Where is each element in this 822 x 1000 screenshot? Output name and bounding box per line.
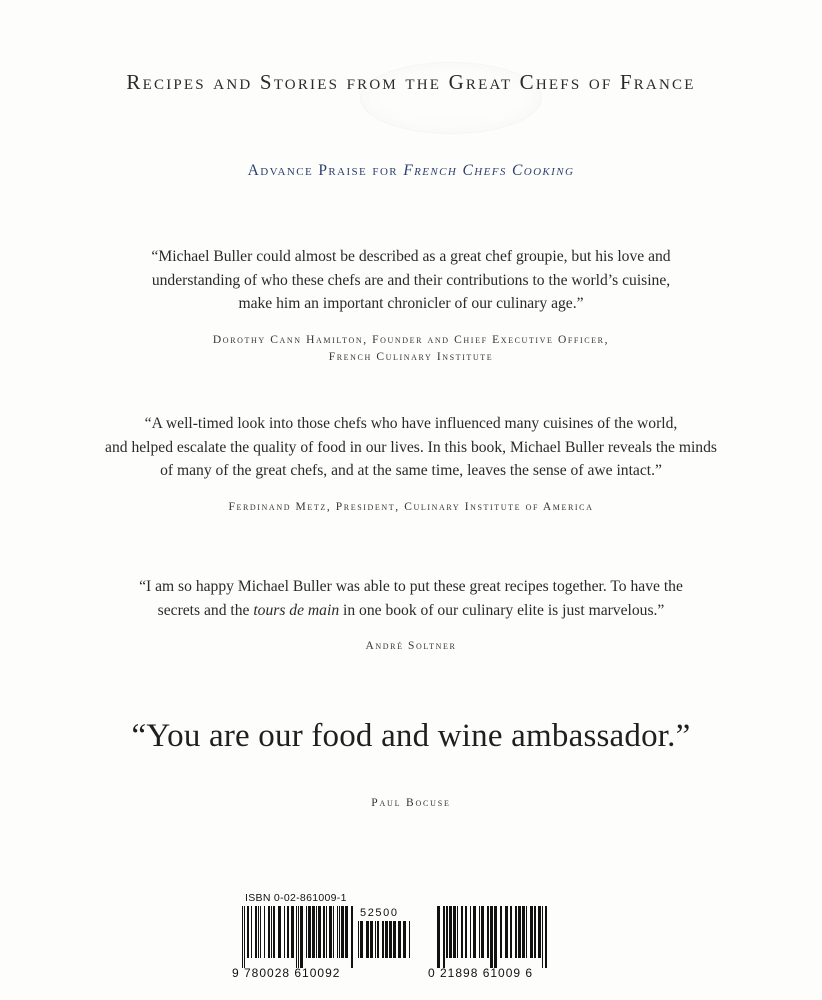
quote-line-segment: secrets and the xyxy=(157,601,254,619)
barcode-bar xyxy=(389,921,392,958)
barcode-bar xyxy=(522,906,525,958)
barcode-bar xyxy=(351,906,353,968)
barcode-bar xyxy=(518,906,521,958)
testimonial-quote xyxy=(0,575,822,655)
barcode-bar xyxy=(308,906,311,958)
quote-line: “Michael Buller could almost be described as a great chef groupie, but his love and xyxy=(151,248,671,265)
barcode-bar xyxy=(377,921,379,958)
barcode-bar xyxy=(538,906,541,958)
barcode-bar xyxy=(473,906,476,958)
barcode-bar xyxy=(316,906,317,958)
barcode-bar xyxy=(333,906,334,958)
attribution-line: French Culinary Institute xyxy=(328,350,494,363)
barcode-bar xyxy=(251,906,252,958)
barcode-bar xyxy=(339,906,340,958)
quote-line: understanding of who these chefs are and their contributions to the world’s cuisine, xyxy=(151,271,671,289)
barcode-bar xyxy=(345,906,348,958)
barcode-bar xyxy=(470,906,471,958)
barcode-bar xyxy=(323,906,325,958)
barcode-bar xyxy=(403,921,406,958)
price-addon-barcode-icon xyxy=(358,921,410,968)
barcode-bar xyxy=(329,906,332,958)
quote-line: “A well-timed look into those chefs who have influenced many cuisines of the world, xyxy=(144,415,678,432)
barcode-bar xyxy=(358,921,359,958)
barcode-bar xyxy=(437,906,440,968)
barcode-bar xyxy=(457,906,458,958)
quote-text xyxy=(0,245,822,316)
barcode-bar xyxy=(318,906,321,958)
testimonial-quote xyxy=(0,245,822,366)
barcode-bar xyxy=(268,906,270,958)
barcode-bar xyxy=(366,921,369,958)
barcode-bar xyxy=(258,906,259,958)
barcode-bar xyxy=(449,906,452,958)
quote-text xyxy=(0,575,822,622)
barcode-bar xyxy=(278,906,281,958)
barcode-bar xyxy=(409,921,410,958)
barcode-bar xyxy=(526,906,527,958)
barcode-bar xyxy=(465,906,467,958)
featured-quote: “You are our food and wine ambassador.” xyxy=(131,718,691,754)
barcode-bar xyxy=(287,906,289,958)
barcode-bar xyxy=(443,906,445,968)
barcode-bar xyxy=(515,906,517,958)
barcode-bar xyxy=(530,906,533,958)
barcode-bar xyxy=(298,906,299,968)
barcode-bar xyxy=(284,906,285,958)
quote-attribution xyxy=(0,499,822,516)
barcode-bar xyxy=(296,906,297,968)
barcode-bar xyxy=(306,906,307,958)
barcode-bar xyxy=(500,906,502,958)
quote-line: and helped escalate the quality of food in our lives. In this book, Michael Buller reveals the minds xyxy=(105,438,717,456)
attribution-line: André Soltner xyxy=(365,640,457,652)
quote-line: of many of the great chefs, and at the same time, leaves the sense of awe intact.” xyxy=(160,462,662,479)
barcode-bar xyxy=(326,906,327,958)
barcode-bar xyxy=(247,906,249,958)
barcode-bar xyxy=(494,906,497,968)
attribution-line: Ferdinand Metz, President, Culinary Institute of America xyxy=(228,500,594,513)
barcode-bar xyxy=(271,906,272,958)
price-code-label: 52500 xyxy=(360,907,399,919)
barcode-bar xyxy=(242,906,243,968)
barcode-bar xyxy=(542,906,543,968)
barcode-bar xyxy=(341,906,344,958)
barcode-bar xyxy=(461,906,463,958)
quote-attribution xyxy=(0,638,822,655)
quote-line: make him an important chronicler of our culinary age.” xyxy=(238,295,584,312)
barcode-bar xyxy=(312,906,315,958)
barcode-bar xyxy=(273,906,275,958)
barcode-bar xyxy=(382,921,384,958)
barcode-bar xyxy=(453,906,456,958)
ean-barcode-icon xyxy=(242,906,354,968)
page-title: Recipes and Stories from the Great Chefs of France xyxy=(126,70,696,94)
barcode-bar xyxy=(398,921,401,958)
quote-line: “I am so happy Michael Buller was able to put these great recipes together. To have the xyxy=(139,578,683,595)
barcode-bar xyxy=(479,906,480,958)
barcode-bar xyxy=(487,906,489,958)
testimonial-quote xyxy=(0,412,822,516)
barcode-bar xyxy=(385,921,388,958)
barcode-bar xyxy=(446,906,448,958)
barcode-bar xyxy=(370,921,373,958)
barcode-bar xyxy=(264,906,265,958)
barcode-bar xyxy=(300,906,303,968)
barcode-bar xyxy=(510,906,512,958)
barcode-bar xyxy=(337,906,338,958)
quote-text xyxy=(0,412,822,483)
ean-barcode-digits: 9 780028 610092 xyxy=(232,966,341,980)
barcode-bar xyxy=(360,921,363,958)
featured-quote-attribution: Paul Bocuse xyxy=(371,797,451,809)
barcode-bar xyxy=(534,906,536,958)
barcode-bar xyxy=(393,921,396,958)
quote-line xyxy=(0,599,822,623)
upc-barcode-digits: 0 21898 61009 6 xyxy=(428,966,534,980)
barcode-bar xyxy=(244,906,245,968)
barcode-bar xyxy=(255,906,257,958)
praise-heading-prefix: Advance Praise for xyxy=(247,162,399,179)
barcode-bar xyxy=(490,906,493,968)
barcode-bar xyxy=(481,906,484,958)
praise-heading-book-title: French Chefs Cooking xyxy=(403,162,575,179)
quote-attribution xyxy=(0,332,822,366)
quote-line-segment: in one book of our culinary elite is just marvelous.” xyxy=(339,601,665,619)
barcode-bar xyxy=(260,906,261,958)
praise-heading xyxy=(0,162,822,180)
barcode-bar xyxy=(545,906,547,968)
barcode-bar xyxy=(291,906,294,958)
upc-barcode-icon xyxy=(437,906,547,968)
barcode-bar xyxy=(375,921,376,958)
isbn-label: ISBN 0-02-861009-1 xyxy=(245,892,347,904)
barcode-bar xyxy=(505,906,508,958)
quote-line-italic: tours de main xyxy=(253,601,340,619)
attribution-line: Dorothy Cann Hamilton, Founder and Chief Executive Officer, xyxy=(212,333,610,346)
